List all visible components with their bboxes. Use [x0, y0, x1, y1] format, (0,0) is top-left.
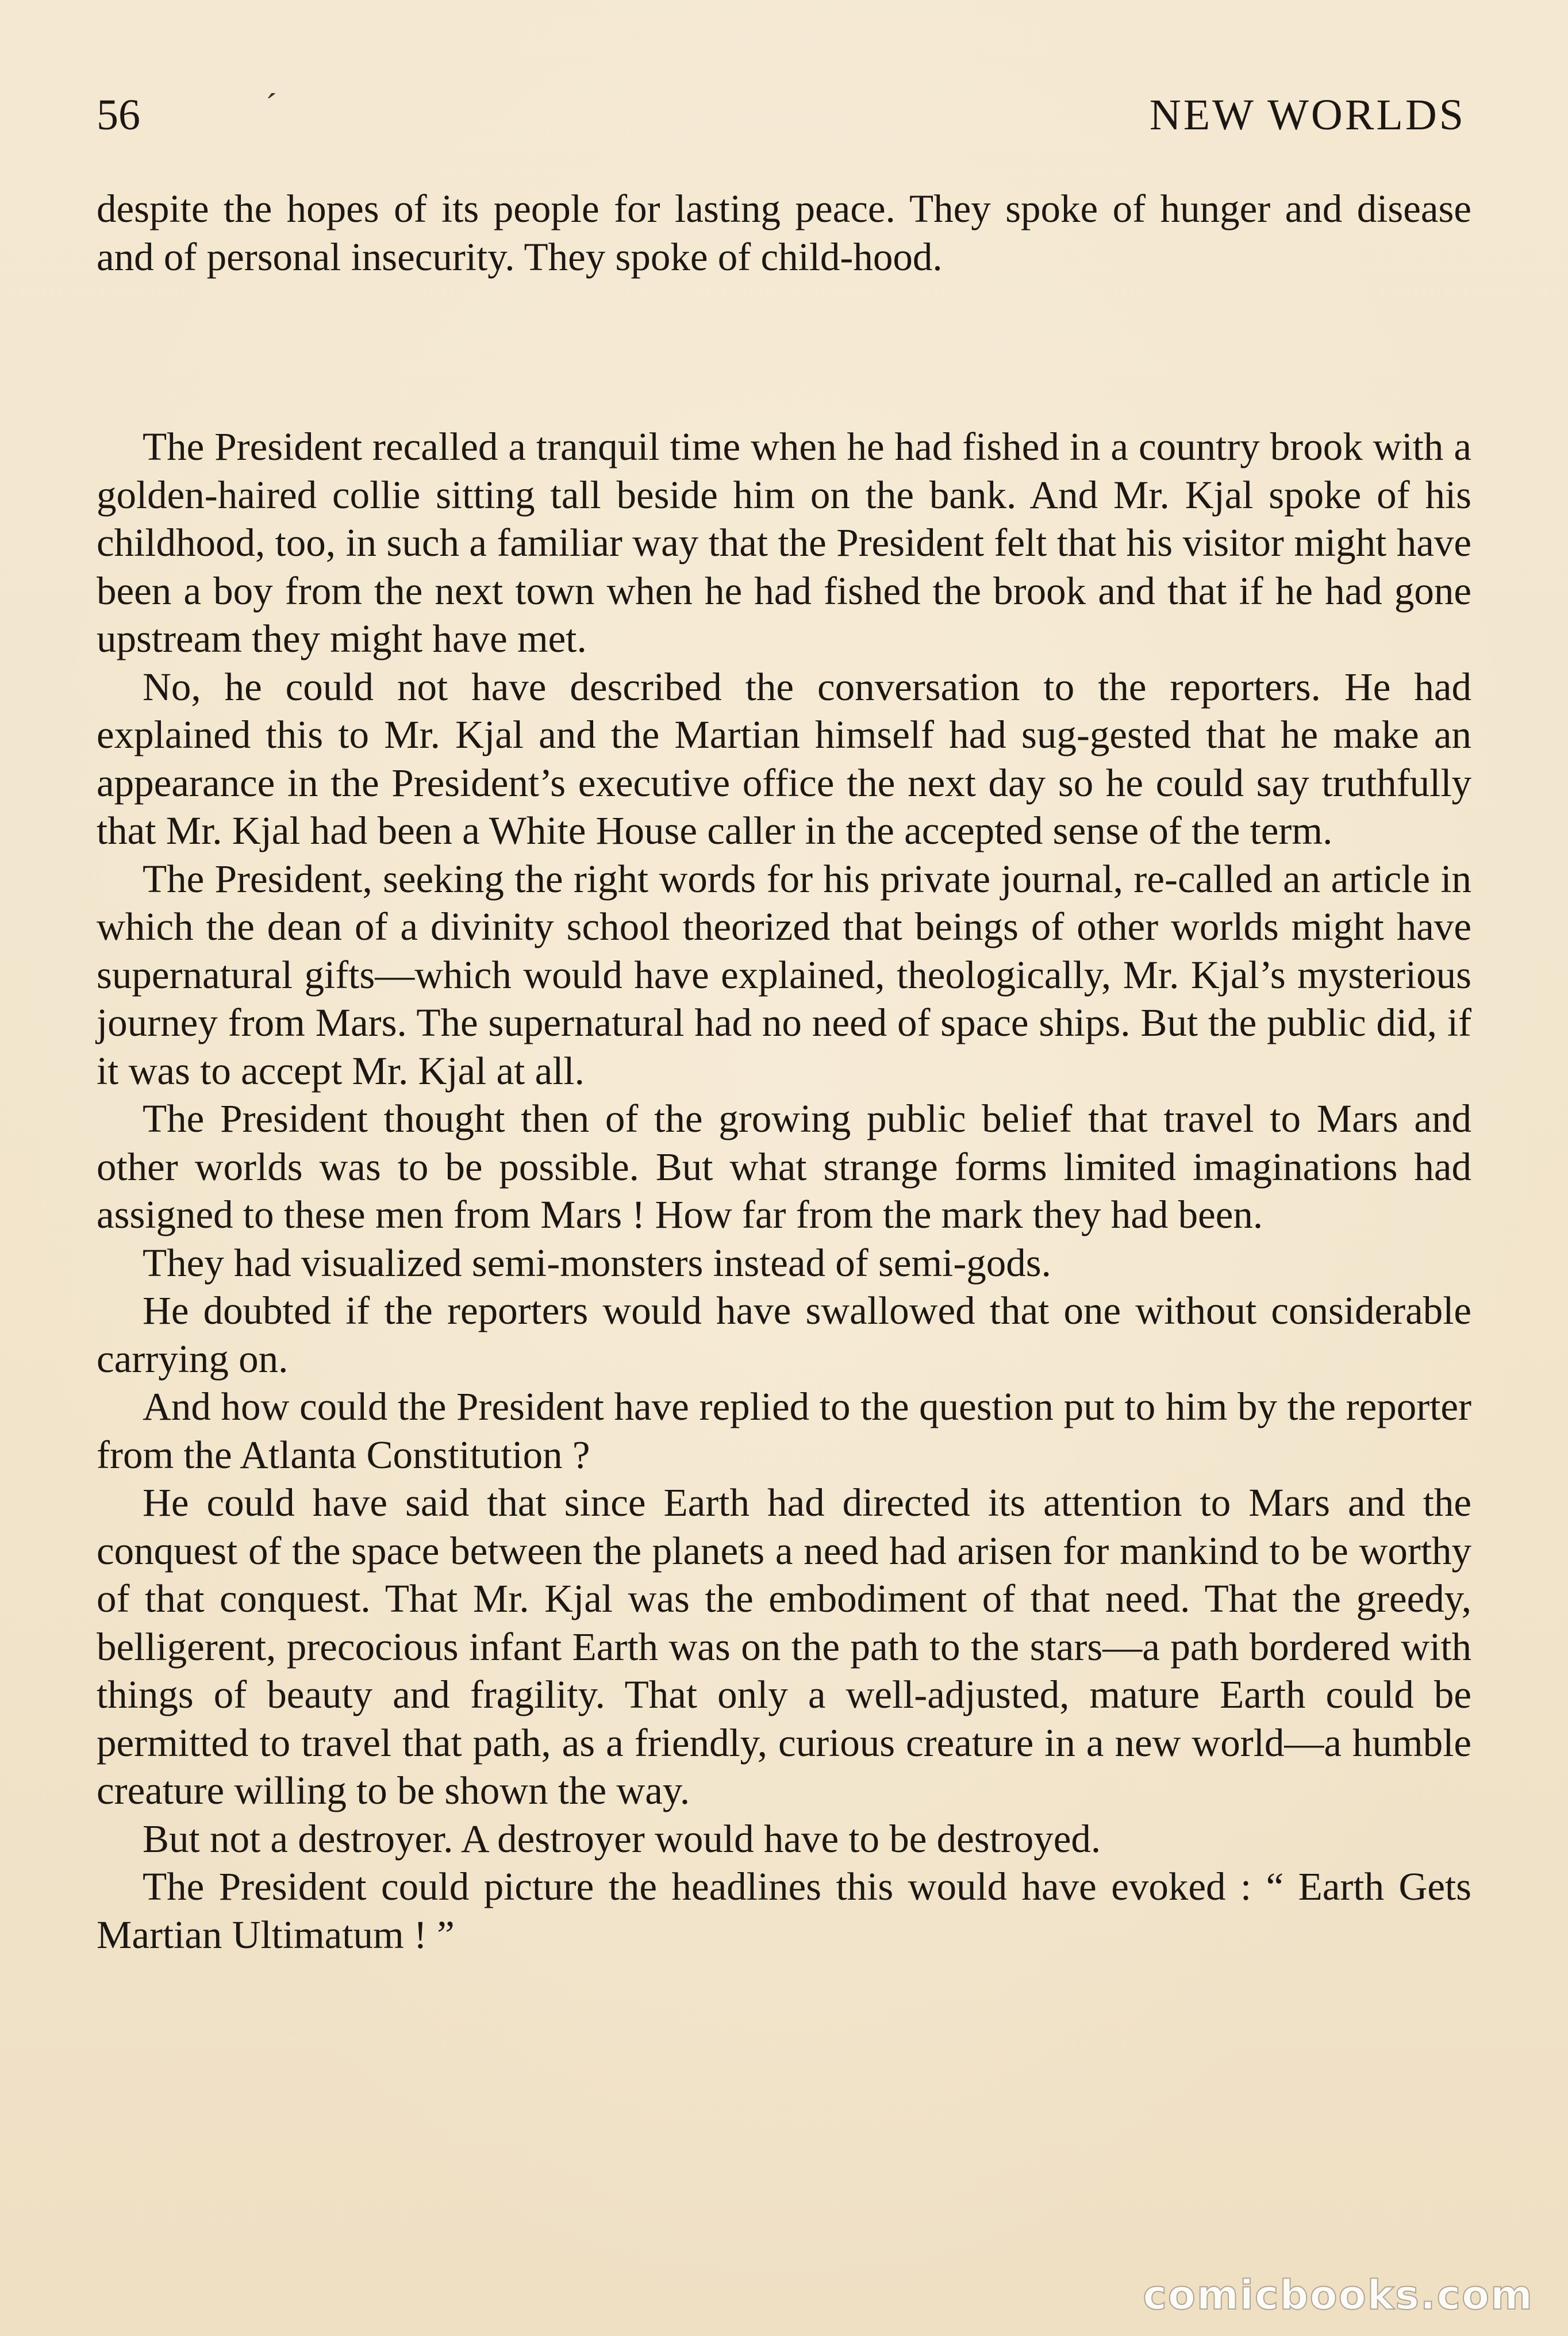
- text-block-main: [97, 423, 1471, 1959]
- running-title: NEW WORLDS: [1149, 91, 1466, 139]
- paragraph: The President recalled a tranquil time when he had fished in a country brook with a golden-haired collie sitting tall beside him on the bank. And Mr. Kjal spoke of his childhood, too, in such a familiar way that the President felt that his visitor might have been a boy from the next town when he had fished the brook and that if he had gone upstream they might have met.: [97, 425, 1471, 660]
- running-head: [97, 86, 1466, 144]
- paragraph: The President could picture the headlines this would have evoked : “ Earth Gets Martian Ultimatum ! ”: [97, 1865, 1471, 1957]
- paragraph: No, he could not have described the conversation to the reporters. He had explained this to Mr. Kjal and the Martian himself had sug-gested that he make an appearance in the President’s executive office the next day so he could say truthfully that Mr. Kjal had been a White House caller in the accepted sense of the term.: [97, 664, 1471, 852]
- watermark-logo: comicbooks.com: [1143, 2272, 1534, 2319]
- text-block-top: [97, 185, 1471, 281]
- paragraph: The President thought then of the growing public belief that travel to Mars and other worlds was to be possible. But what strange forms limited imaginations had assigned to these men from Mars ! How far from the mark they had been.: [97, 1097, 1471, 1236]
- paragraph: And how could the President have replied to the question put to him by the reporter from the Atlanta Constitution ?: [97, 1385, 1471, 1477]
- paragraph: They had visualized semi-monsters instead of semi-gods.: [143, 1240, 1051, 1285]
- paragraph: But not a destroyer. A destroyer would have to be destroyed.: [143, 1816, 1101, 1861]
- paragraph: He doubted if the reporters would have swallowed that one without considerable carrying on.: [97, 1289, 1471, 1381]
- paragraph: The President, seeking the right words for his private journal, re-called an article in which the dean of a divinity school theorized that beings of other worlds might have supernatural gifts—which would have explained, theologically, Mr. Kjal’s mysterious journey from Mars. The supernatural had no need of space ships. But the public did, if it was to accept Mr. Kjal at all.: [97, 856, 1471, 1093]
- paragraph: He could have said that since Earth had directed its attention to Mars and the conquest of the space between the planets a need had arisen for mankind to be worthy of that conquest. That Mr. Kjal was the embodiment of that need. That the greedy, belligerent, precocious infant Earth was on the path to the stars—a path bordered with things of beauty and fragility. That only a well-adjusted, mature Earth could be permitted to travel that path, as a friendly, curious creature in a new world—a humble creature willing to be shown the way.: [97, 1481, 1471, 1812]
- pencil-mark: ˊ: [266, 87, 277, 125]
- page-number: 56: [97, 91, 140, 139]
- paragraph: despite the hopes of its people for lasting peace. They spoke of hunger and disease and of personal insecurity. They spoke of child-hood.: [97, 187, 1471, 279]
